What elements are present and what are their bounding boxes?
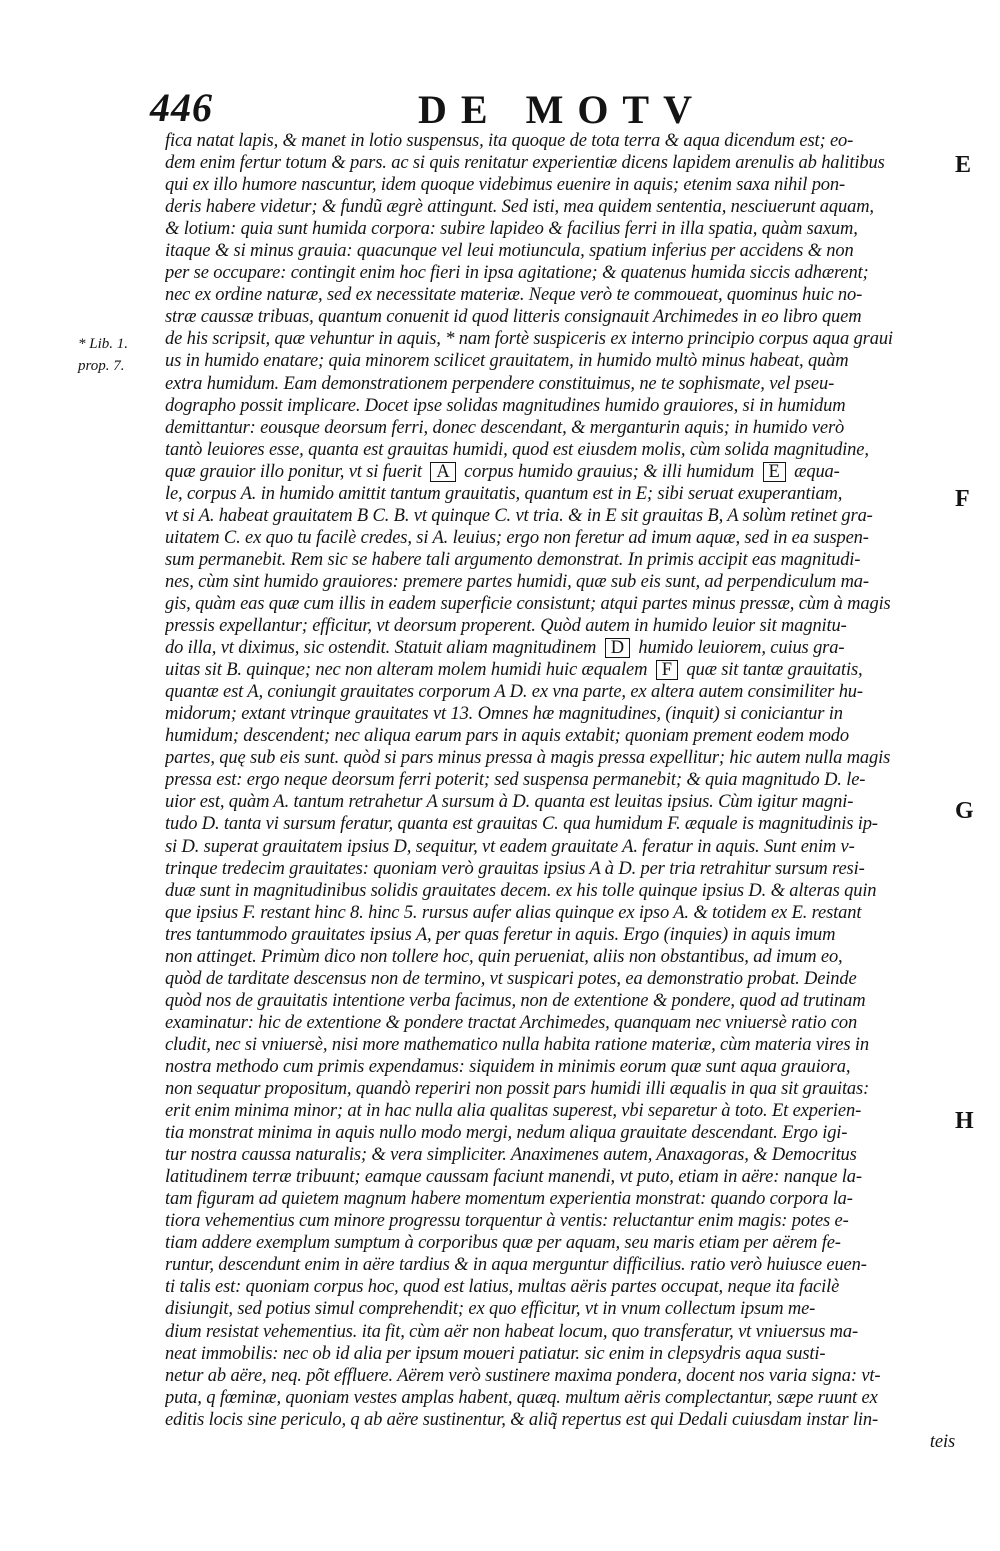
text-line: puta, q fœminæ, quoniam vestes amplas habent, quæq. multum aëris complectantur, sæpe ruunt ex [165, 1387, 878, 1408]
text-line: de his scripsit, quæ vehuntur in aquis, * nam fortè suspiceris ex interno principio corpus aqua graui [165, 329, 893, 350]
margin-note-line: prop. 7. [78, 358, 125, 374]
text-line: uior est, quàm A. tantum retrahetur A sursum à D. quanta est leuitas ipsius. Cùm igitur magni- [165, 792, 854, 813]
text-line: stræ caussæ tribuas, quantum conuenit id quod litteris consignauit Archimedes in eo libro quem [165, 307, 862, 328]
text-line: nes, cùm sint humido grauiores: premere partes humidi, quæ sub eis sunt, ad perpendiculum ma- [165, 571, 869, 592]
text-line: tudo D. tanta vi sursum feratur, quanta est grauitas C. qua humidum F. æquale is magnitudinis ip- [165, 814, 878, 835]
boxed-letter: D [605, 638, 630, 658]
text-line: duæ sunt in magnitudinibus solidis grauitates decem. ex his tolle quinque ipsius D. & alteras quin [165, 880, 877, 901]
page-number: 446 [150, 85, 213, 130]
running-head: DE MOTV [418, 87, 706, 132]
text-line: vt si A. habeat grauitatem B C. B. vt quinque C. vt tria. & in E sit grauitas B, A solùm retinet gra- [165, 505, 873, 526]
text-line: tur nostra caussa naturalis; & vera simpliciter. Anaximenes autem, Anaxagoras, & Democritus [165, 1145, 857, 1166]
text-line: que ipsius F. restant hinc 8. hinc 5. rursus aufer alias quinque ex ipso A. & totidem ex E. restant [165, 902, 862, 923]
text-line: tres tantummodo grauitates ipsius A, per quas feretur in aquis. Ergo (inquies) in aquis imum [165, 924, 836, 945]
text-line: midorum; extant vtrinque grauitates vt 13. Omnes hæ magnitudines, (inquit) si coniciantur in [165, 704, 843, 725]
text-line: qui ex illo humore nascuntur, idem quoque videbimus euenire in aquis; etenim saxa nihil pon- [165, 175, 846, 196]
text-line: per se occupare: contingit enim hoc fieri in ipsa agitatione; & quatenus humida siccis adhærent; [165, 263, 869, 284]
text-line: examinatur: hic de extentione & pondere tractat Archimedes, quanquam nec vniuersè ratio con [165, 1012, 858, 1033]
text-line: humidum; descendent; nec aliqua earum pars in aquis extabit; quoniam prement eodem modo [165, 726, 849, 747]
text-line: us in humido enatare; quia minorem scilicet grauitatem, in humido multò minus habeat, quàm [165, 351, 849, 372]
text-line: sum permanebit. Rem sic se habere tali argumento demonstrat. In primis accipit eas magnitudi- [165, 549, 861, 570]
text-line: gis, quàm eas quæ cum illis in eadem superficie consistunt; atqui partes minus pressæ, cùm à magis [165, 593, 891, 614]
text-line: neat immobilis: nec ob id alia per ipsum moueri patiatur. sic enim in clepsydris aqua susti- [165, 1343, 826, 1364]
text-line: cludit, nec si vniuersè, nisi more mathematico nulla habita ratione materiæ, cùm materia vires in [165, 1034, 869, 1055]
side-letter-g: G [955, 798, 974, 824]
text-line: pressis expellantur; efficitur, vt deorsum properent. Quòd autem in humido leuior sit magnitu- [165, 616, 847, 637]
text-line: extra humidum. Eam demonstrationem perpendere constituimus, ne te sophismate, vel pseu- [165, 373, 835, 394]
side-letter-e: E [955, 152, 972, 178]
text-line: quantæ est A, coniungit grauitates corporum A D. ex vna parte, ex altera autem consimiliter hu- [165, 682, 863, 703]
side-letter-f: F [955, 486, 970, 512]
boxed-letter: E [763, 462, 786, 482]
page-header [150, 84, 950, 134]
text-line: nec ex ordine naturæ, sed ex necessitate materiæ. Neque verò te commoueat, quominus huic no- [165, 285, 863, 306]
text-line: do illa, vt diximus, sic ostendit. Statuit aliam magnitudinem D humido leuiorem, cuius gra- [165, 638, 845, 659]
text-line: partes, quę sub eis sunt. quòd si pars minus pressa à magis pressa expellitur; hic autem nulla magis [165, 748, 891, 769]
text-line: ti talis est: quoniam corpus hoc, quod est latius, multas aëris partes occupat, neque ita facilè [165, 1277, 840, 1298]
text-line: editis locis sine periculo, q ab aëre sustinentur, & aliq̃ repertus est qui Dedali cuiusdam instar lin- [165, 1409, 879, 1430]
text-line: si D. superat grauitatem ipsius D, sequitur, vt eadem grauitate A. feratur in aquis. Sunt enim v- [165, 836, 855, 857]
text-line: erit enim minima minor; at in hac nulla alia qualitas superest, vbi separetur à toto. Et experien- [165, 1101, 862, 1122]
margin-note-line: * Lib. 1. [78, 336, 129, 352]
text-line: tiam addere exemplum sumptum à corporibus quæ per aquam, seu maris etiam per aërem fe- [165, 1233, 841, 1254]
margin-note [78, 333, 163, 377]
text-line: tiora vehementius cum minore progressu torquentur à ventis: reluctantur enim magis: potes e- [165, 1211, 849, 1232]
text-line: dem enim fertur totum & pars. ac si quis renitatur experientiæ dicens lapidem arenulis ab halitibus [165, 153, 885, 174]
text-line: tantò leuiores esse, quanta est grauitas humidi, quod est eiusdem molis, cùm solida magnitudine, [165, 439, 869, 460]
text-line: le, corpus A. in humido amittit tantum grauitatis, quantum est in E; sibi seruat exuperantiam, [165, 483, 843, 504]
text-line: non sequatur propositum, quandò reperiri non possit pars humidi illi æqualis in qua sit grauitas: [165, 1079, 870, 1100]
text-line: deris habere videtur; & fundũ ægrè attingunt. Sed isti, mea quidem sententia, nesciuerunt aquam, [165, 197, 874, 218]
side-letter-h: H [955, 1108, 974, 1134]
text-line: teis [929, 1431, 955, 1452]
text-line: quæ grauior illo ponitur, vt si fuerit A corpus humido grauius; & illi humidum E æqua- [165, 461, 840, 482]
text-line: fica natat lapis, & manet in lotio suspensus, ita quoque de tota terra & aqua dicendum est; eo- [165, 131, 854, 151]
text-line: demittantur: eousque deorsum ferri, donec descendant, & merganturin aquis; in humido verò [165, 417, 845, 438]
text-line: dium resistat vehementius. ita fit, cùm aër non habeat locum, quo transferatur, vt vniuersus ma- [165, 1321, 858, 1342]
text-line: uitatem C. ex quo tu facilè credes, si A. leuius; ergo non feretur ad imum aquæ, sed in ea suspen- [165, 527, 869, 548]
text-line: runtur, descendunt enim in aëre tardius & in aqua merguntur difficilius. ratio verò huiusce euen- [165, 1255, 867, 1276]
text-line: & lotium: quia sunt humida corpora: subire lapideo & facilius ferri in illa spatia, quàm saxum, [165, 219, 858, 240]
text-line: quòd nos de grauitatis intentione verba facimus, non de extentione & pondere, quod ad trutinam [165, 990, 866, 1011]
text-line: nostra methodo cum primis expendamus: siquidem in minimis eorum quæ sunt aqua grauiora, [165, 1056, 851, 1077]
text-line: dographo possit implicare. Docet ipse solidas magnitudines humido grauiores, si in humidum [165, 395, 846, 416]
body-text [165, 130, 955, 1453]
text-line: tia monstrat minima in aquis nullo modo mergi, nedum aliqua grauitate descendant. Ergo igi- [165, 1123, 848, 1144]
text-line: uitas sit B. quinque; nec non alteram molem humidi huic æqualem F quæ sit tantæ grauitatis, [165, 660, 863, 681]
text-line: netur ab aëre, neq. põt effluere. Aërem verò sustinere maxima pondera, docent nos varia signa: vt- [165, 1365, 881, 1386]
text-line: disiungit, sed potius simul comprehendit; ex quo efficitur, vt in vnum collectum ipsum me- [165, 1299, 816, 1320]
boxed-letter: A [430, 462, 455, 482]
text-line: non attinget. Primùm dico non tollere hoc, quin perueniat, aliis non obstantibus, ad imum eo, [165, 946, 843, 967]
boxed-letter: F [656, 660, 678, 680]
text-line: pressa est: ergo neque deorsum ferri poterit; sed suspensa permanebit; & quia magnitudo D. le- [165, 770, 866, 791]
text-line: tam figuram ad quietem magnum habere momentum experientia monstrat: quando corpora la- [165, 1189, 853, 1210]
text-line: latitudinem terræ tribuunt; eamque caussam faciunt manendi, vt puto, etiam in aëre: nanque la- [165, 1167, 862, 1188]
text-line: itaque & si minus grauia: quacunque vel leui motiuncula, spatium inferius per accidens & non [165, 241, 854, 262]
text-line: trinque tredecim grauitates: quoniam verò grauitas ipsius A à D. per tria retrahitur sursum resi- [165, 858, 865, 879]
text-line: quòd de tarditate descensus non de termino, vt suspicari potes, ea demonstratio probat. Deinde [165, 968, 857, 989]
